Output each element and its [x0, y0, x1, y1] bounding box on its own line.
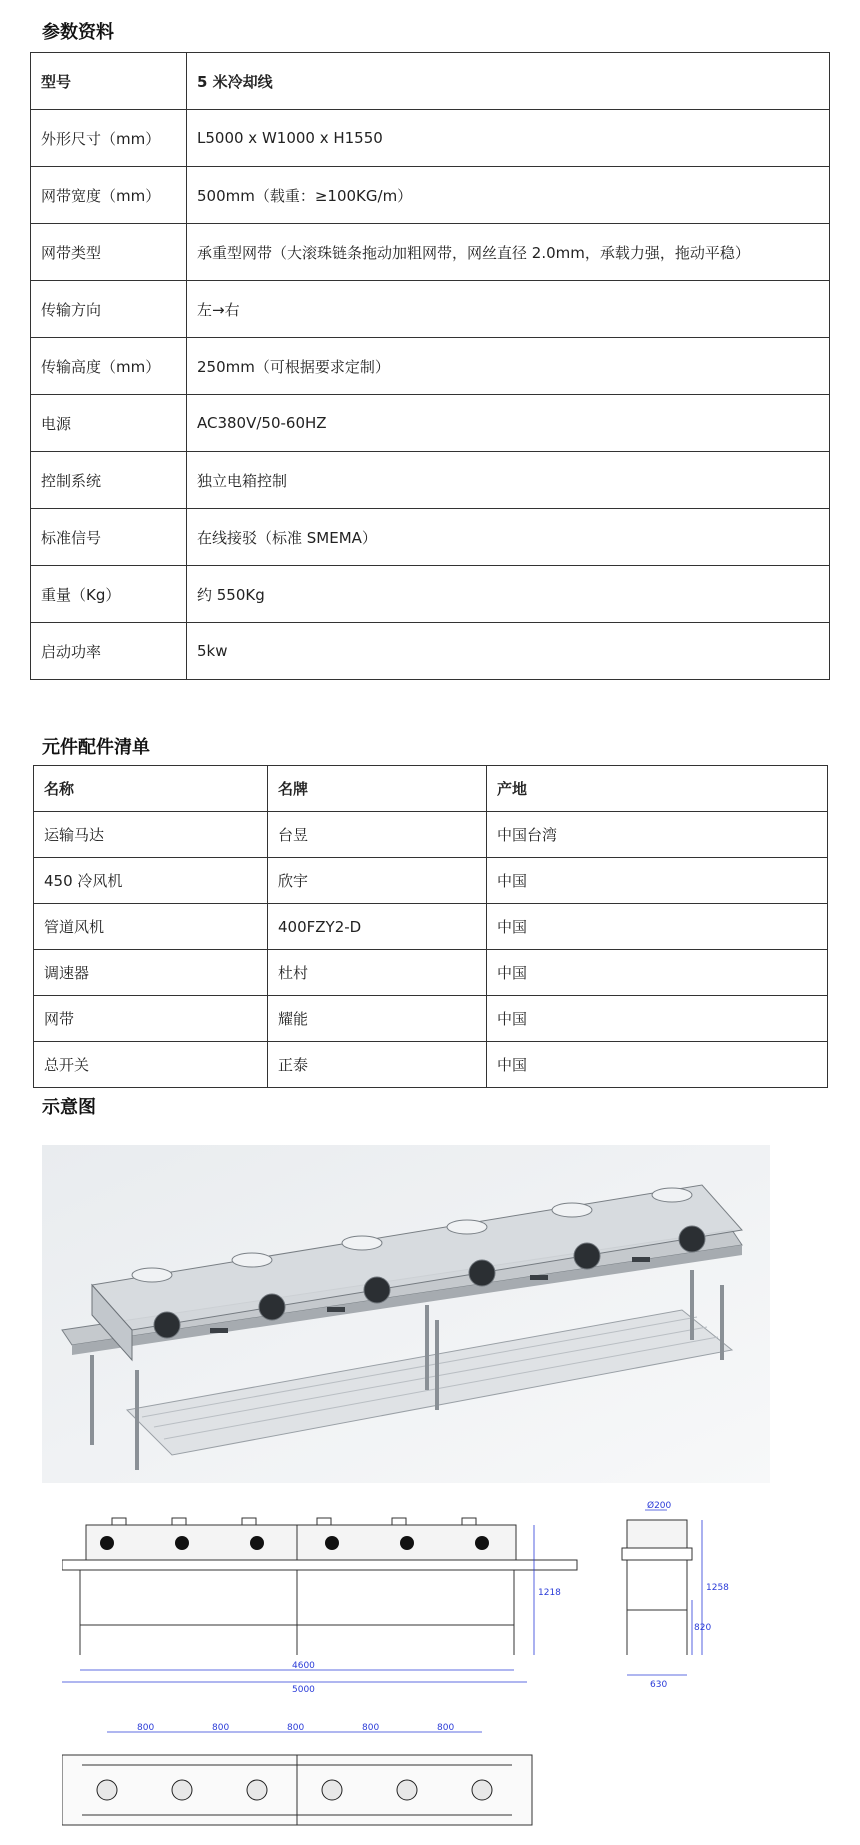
spec-value: L5000 x W1000 x H1550 — [187, 110, 830, 167]
parts-cell: 管道风机 — [34, 904, 268, 950]
parts-cell: 400FZY2-D — [268, 904, 487, 950]
parts-table — [33, 765, 828, 1088]
spec-table — [30, 52, 830, 680]
spec-row — [31, 53, 830, 110]
parts-row — [34, 858, 828, 904]
spec-row — [31, 167, 830, 224]
parts-cell: 中国 — [487, 904, 828, 950]
spec-value: 5 米冷却线 — [187, 53, 830, 110]
parts-header-cell: 名牌 — [268, 766, 487, 812]
dim-side-diameter: Ø200 — [647, 1501, 672, 1511]
parts-cell: 欣宇 — [268, 858, 487, 904]
spec-value: 独立电箱控制 — [187, 452, 830, 509]
parts-cell: 调速器 — [34, 950, 268, 996]
spec-value: AC380V/50-60HZ — [187, 395, 830, 452]
parts-row — [34, 1042, 828, 1088]
spec-value: 左→右 — [187, 281, 830, 338]
dim-front-inner: 4600 — [292, 1661, 315, 1671]
spec-row — [31, 338, 830, 395]
parts-cell: 总开关 — [34, 1042, 268, 1088]
spec-key: 控制系统 — [31, 452, 187, 509]
parts-cell: 中国 — [487, 858, 828, 904]
parts-cell: 运输马达 — [34, 812, 268, 858]
spec-key: 网带类型 — [31, 224, 187, 281]
parts-cell: 网带 — [34, 996, 268, 1042]
spec-key: 传输高度（mm） — [31, 338, 187, 395]
spec-row — [31, 395, 830, 452]
parts-cell: 中国 — [487, 996, 828, 1042]
parts-cell: 450 冷风机 — [34, 858, 268, 904]
spec-row — [31, 509, 830, 566]
parts-cell: 耀能 — [268, 996, 487, 1042]
spec-value: 约 550Kg — [187, 566, 830, 623]
spec-key: 重量（Kg） — [31, 566, 187, 623]
spec-key: 传输方向 — [31, 281, 187, 338]
parts-title: 元件配件清单 — [42, 737, 150, 758]
dim-plan-spacing: 800 — [362, 1723, 380, 1733]
diagram-title: 示意图 — [42, 1097, 96, 1118]
parts-row — [34, 904, 828, 950]
plan-view-drawing — [62, 1720, 622, 1835]
parts-cell: 正泰 — [268, 1042, 487, 1088]
front-elevation-drawing — [62, 1500, 852, 1710]
spec-row — [31, 110, 830, 167]
parts-row — [34, 950, 828, 996]
spec-value: 250mm（可根据要求定制） — [187, 338, 830, 395]
dim-plan-spacing: 800 — [137, 1723, 155, 1733]
parts-cell: 中国台湾 — [487, 812, 828, 858]
parts-header-cell: 产地 — [487, 766, 828, 812]
parts-header-cell: 名称 — [34, 766, 268, 812]
spec-title: 参数资料 — [42, 22, 114, 43]
parts-cell: 中国 — [487, 950, 828, 996]
parts-row — [34, 812, 828, 858]
parts-cell: 中国 — [487, 1042, 828, 1088]
spec-key: 电源 — [31, 395, 187, 452]
dim-side-width: 630 — [650, 1680, 668, 1690]
parts-cell: 台昱 — [268, 812, 487, 858]
dim-front-total: 5000 — [292, 1685, 315, 1695]
spec-row — [31, 623, 830, 680]
spec-key: 标准信号 — [31, 509, 187, 566]
spec-key: 启动功率 — [31, 623, 187, 680]
spec-value: 5kw — [187, 623, 830, 680]
spec-key: 网带宽度（mm） — [31, 167, 187, 224]
parts-header-row — [34, 766, 828, 812]
parts-row — [34, 996, 828, 1042]
parts-cell: 杜村 — [268, 950, 487, 996]
cooling-line-3d-render — [42, 1145, 770, 1483]
spec-row — [31, 566, 830, 623]
dim-side-height-total: 1258 — [706, 1583, 729, 1593]
spec-row — [31, 224, 830, 281]
spec-key: 型号 — [31, 53, 187, 110]
spec-row — [31, 452, 830, 509]
dim-plan-spacing: 800 — [287, 1723, 305, 1733]
spec-value: 500mm（载重：≥100KG/m） — [187, 167, 830, 224]
dim-plan-spacing: 800 — [212, 1723, 230, 1733]
dim-side-height-belt: 820 — [694, 1623, 712, 1633]
spec-row — [31, 281, 830, 338]
dim-plan-spacing: 800 — [437, 1723, 455, 1733]
dim-front-height: 1218 — [538, 1588, 561, 1598]
spec-key: 外形尺寸（mm） — [31, 110, 187, 167]
spec-value: 承重型网带（大滚珠链条拖动加粗网带，网丝直径 2.0mm，承载力强，拖动平稳） — [187, 224, 830, 281]
spec-value: 在线接驳（标准 SMEMA） — [187, 509, 830, 566]
